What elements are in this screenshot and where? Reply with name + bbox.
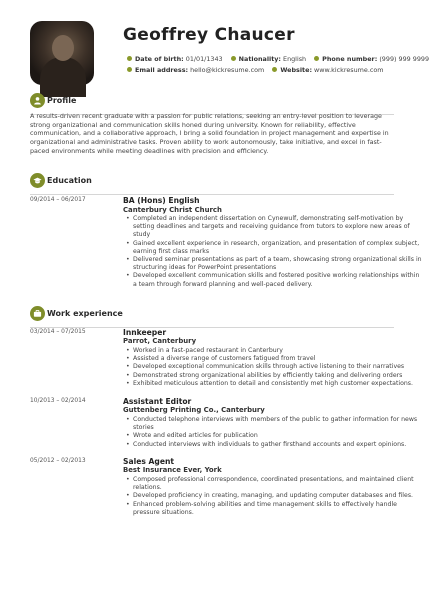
entry-date: 05/2012 – 02/2013 [30, 458, 86, 464]
profile-summary: A results-driven recent graduate with a passion for public relations, seeking an entry-level position to leverage strong organizational and communication skills honed during university. Known for reliability, effective communication, and a collaborative approach, I bring a solid foundation in project management and expertise in organizational and administrative tasks. Proven ability to work autonomously, take initiative, and excel in fast-paced environments while meeting deadlines with precision and efficiency. [30, 113, 389, 155]
candidate-name: Geoffrey Chaucer [123, 25, 295, 45]
entry-title: Sales Agent [123, 457, 175, 466]
section-profile-header [30, 93, 394, 109]
list-item: • Completed an independent dissertation on Cynewulf, demonstrating self-motivation by setting deadlines and targets and receiving guidance from tutors to explore new areas of study [126, 215, 410, 239]
list-item: • Worked in a fast-paced restaurant in Canterbury [126, 347, 283, 354]
date-of-birth: Date of birth: 01/01/1343 [127, 55, 223, 63]
entry-title: BA (Hons) English [123, 196, 200, 205]
list-item: • Conducted interviews with individuals to gather firsthand accounts and expert opinions. [126, 440, 407, 448]
list-item: • Wrote and edited articles for publication [126, 432, 258, 440]
entry-organization: Canterbury Christ Church [123, 206, 222, 214]
list-item: • Developed exceptional communication skills through active listening to their narratives [126, 363, 405, 371]
entry-bullets [126, 416, 423, 449]
section-title: Profile [47, 96, 77, 105]
work-entry [30, 328, 413, 393]
section-title: Work experience [47, 309, 123, 318]
bullet-dot-icon [272, 67, 277, 72]
list-item: • Conducted telephone interviews with members of the public to gather information for news stories [126, 416, 418, 432]
profile-photo [30, 21, 94, 85]
nationality: Nationality: English [231, 55, 306, 63]
section-work-header [30, 306, 394, 322]
list-item: • Enhanced problem-solving abilities and time management skills to effectively handle pressure situations. [126, 500, 397, 516]
section-education-header [30, 173, 394, 189]
person-icon [30, 93, 45, 108]
graduation-cap-icon [30, 173, 45, 188]
work-entry [30, 397, 418, 452]
entry-bullets [126, 476, 423, 517]
entry-date: 09/2014 – 06/2017 [30, 197, 86, 203]
list-item: • Demonstrated strong organizational abilities by efficiently taking and delivering orders [126, 371, 403, 379]
entry-organization: Best Insurance Ever, York [123, 466, 222, 474]
list-item: • Assisted a diverse range of customers fatigued from travel [126, 355, 316, 363]
list-item: • Delivered seminar presentations as part of a team, showcasing strong organizational skills in structuring ideas for PowerPoint presentations [126, 256, 422, 272]
list-item: • Composed professional correspondence, coordinated presentations, and maintained client relations. [126, 476, 414, 492]
entry-title: Assistant Editor [123, 397, 192, 406]
bullet-dot-icon [127, 56, 132, 61]
website: Website: www.kickresume.com [272, 66, 383, 74]
phone-number: Phone number: (999) 999 9999 [314, 55, 429, 63]
list-item: • Developed excellent communication skills and fostered positive working relationships within a team through forward planning and well-paced delivery. [126, 272, 420, 288]
entry-date: 03/2014 – 07/2015 [30, 329, 86, 335]
list-item: • Developed proficiency in creating, managing, and updating computer databases and files. [126, 492, 414, 500]
list-item: • Gained excellent experience in research, organization, and presentation of complex subject, earning first class marks [126, 239, 420, 255]
entry-bullets [126, 215, 423, 289]
email-address: Email address: hello@kickresume.com [127, 66, 264, 74]
bullet-dot-icon [231, 56, 236, 61]
education-entry [30, 196, 422, 291]
section-title: Education [47, 176, 92, 185]
section-divider [30, 194, 394, 195]
work-entry [30, 457, 414, 522]
entry-organization: Parrot, Canterbury [123, 337, 197, 345]
entry-title: Innkeeper [123, 328, 167, 337]
list-item: • Exhibited meticulous attention to detail and consistently met high customer expectations. [126, 379, 413, 387]
briefcase-icon [30, 306, 45, 321]
contact-row-2 [127, 66, 390, 74]
bullet-dot-icon [127, 67, 132, 72]
resume-header [30, 21, 430, 85]
bullet-dot-icon [314, 56, 319, 61]
entry-bullets [126, 347, 423, 388]
entry-date: 10/2013 – 02/2014 [30, 398, 86, 404]
contact-row-1 [127, 55, 435, 63]
entry-organization: Guttenberg Printing Co., Canterbury [123, 406, 265, 414]
